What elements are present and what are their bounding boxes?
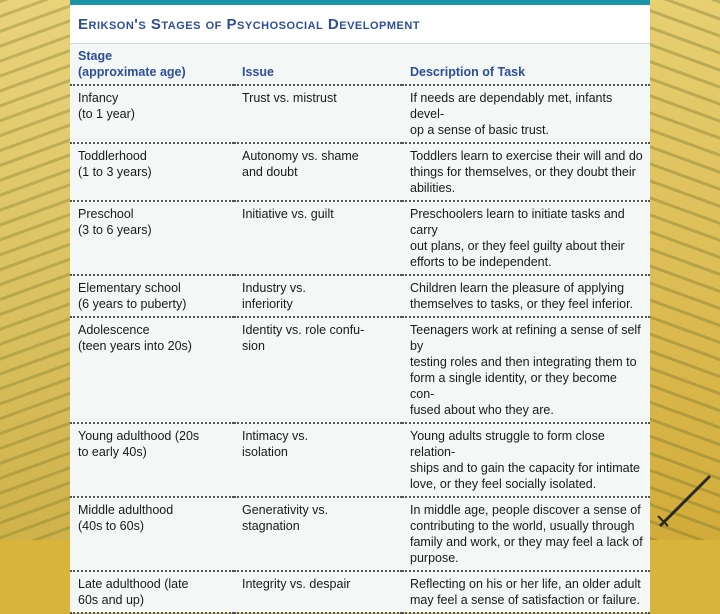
table-row (70, 275, 650, 317)
title-bar (70, 0, 650, 44)
table-card (70, 0, 650, 607)
page-title: Erikson's Stages of Psychosocial Development (78, 15, 421, 33)
issue-cell: Generativity vs. stagnation (234, 497, 402, 571)
task-cell: Reflecting on his or her life, an older adult may feel a sense of satisfaction or failure. (402, 571, 650, 613)
table-row (70, 497, 650, 571)
table-row (70, 423, 650, 497)
column-header-stage: Stage (approximate age) (78, 49, 186, 79)
issue-cell: Initiative vs. guilt (234, 201, 402, 275)
task-cell: Preschoolers learn to initiate tasks and carry out plans, or they feel guilty about their efforts to be independent. (402, 201, 650, 275)
table-row (70, 317, 650, 423)
stage-cell: Middle adulthood (40s to 60s) (70, 497, 234, 571)
table-row (70, 201, 650, 275)
stage-cell: Preschool (3 to 6 years) (70, 201, 234, 275)
task-cell: If needs are dependably met, infants devel- op a sense of basic trust. (402, 85, 650, 143)
table-header-row (70, 44, 650, 85)
stage-cell: Adolescence (teen years into 20s) (70, 317, 234, 423)
stage-cell: Late adulthood (late 60s and up) (70, 571, 234, 613)
issue-cell: Identity vs. role confu- sion (234, 317, 402, 423)
column-header-task: Description of Task (410, 65, 526, 79)
table-row (70, 571, 650, 613)
task-cell: Teenagers work at refining a sense of self by testing roles and then integrating them to form a single identity, or they become con- fused about who they are. (402, 317, 650, 423)
task-cell: Toddlers learn to exercise their will and do things for themselves, or they doubt their abilities. (402, 143, 650, 201)
stage-cell: Young adulthood (20s to early 40s) (70, 423, 234, 497)
issue-cell: Autonomy vs. shame and doubt (234, 143, 402, 201)
stages-table (70, 44, 650, 614)
stage-cell: Elementary school (6 years to puberty) (70, 275, 234, 317)
stage-cell: Infancy (to 1 year) (70, 85, 234, 143)
task-cell: Young adults struggle to form close relation- ships and to gain the capacity for intimate love, or they feel socially isolated. (402, 423, 650, 497)
table-row (70, 85, 650, 143)
issue-cell: Trust vs. mistrust (234, 85, 402, 143)
column-header-issue: Issue (242, 65, 274, 79)
issue-cell: Industry vs. inferiority (234, 275, 402, 317)
left-leaf-decoration (0, 0, 70, 540)
table-row (70, 143, 650, 201)
issue-cell: Integrity vs. despair (234, 571, 402, 613)
task-cell: In middle age, people discover a sense of contributing to the world, usually through family and work, or they may feel a lack of purpose. (402, 497, 650, 571)
task-cell: Children learn the pleasure of applying themselves to tasks, or they feel inferior. (402, 275, 650, 317)
issue-cell: Intimacy vs. isolation (234, 423, 402, 497)
stage-cell: Toddlerhood (1 to 3 years) (70, 143, 234, 201)
sword-decoration-icon (654, 470, 714, 530)
right-leaf-decoration (650, 0, 720, 540)
